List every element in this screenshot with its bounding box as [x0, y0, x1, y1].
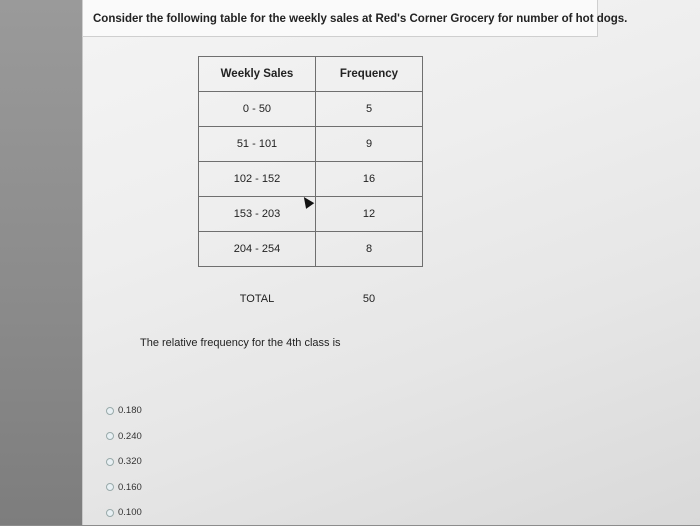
range-cell: 153 - 203: [199, 197, 316, 232]
choice-option-1[interactable]: [106, 398, 142, 424]
choice-option-5[interactable]: [106, 500, 142, 526]
choice-option-3[interactable]: [106, 449, 142, 475]
range-cell: 51 - 101: [199, 127, 316, 162]
choice-option-4[interactable]: [106, 475, 142, 501]
radio-button[interactable]: [106, 509, 114, 517]
choice-option-2[interactable]: [106, 424, 142, 450]
radio-button[interactable]: [106, 458, 114, 466]
radio-button[interactable]: [106, 407, 114, 415]
prompt-text: The relative frequency for the 4th class is: [140, 337, 341, 349]
frequency-cell: 9: [316, 127, 423, 162]
total-row: [199, 267, 423, 332]
radio-button[interactable]: [106, 483, 114, 491]
table-row: [199, 127, 423, 162]
choice-label: 0.160: [118, 481, 142, 493]
choice-label: 0.180: [118, 405, 142, 417]
total-label: TOTAL: [239, 293, 275, 305]
table-row: [199, 162, 423, 197]
frequency-cell: 12: [316, 197, 423, 232]
choice-label: 0.240: [118, 430, 142, 442]
range-cell: 0 - 50: [199, 92, 316, 127]
choice-label: 0.320: [118, 456, 142, 468]
answer-choices: [106, 398, 142, 526]
table-row: [199, 92, 423, 127]
frequency-cell: 8: [316, 232, 423, 267]
table-header-row: [199, 57, 423, 92]
range-cell: 204 - 254: [199, 232, 316, 267]
total-value: 50: [362, 293, 376, 305]
header-weekly-sales: Weekly Sales: [199, 57, 316, 92]
range-cell: 102 - 152: [199, 162, 316, 197]
frequency-cell: 16: [316, 162, 423, 197]
background-left: [0, 0, 82, 525]
question-text: Consider the following table for the weekly sales at Red's Corner Grocery for number of hot dogs.: [93, 13, 628, 25]
header-frequency: Frequency: [316, 57, 423, 92]
sales-table: [198, 56, 423, 331]
table-row: [199, 232, 423, 267]
choice-label: 0.100: [118, 507, 142, 519]
frequency-cell: 5: [316, 92, 423, 127]
radio-button[interactable]: [106, 432, 114, 440]
